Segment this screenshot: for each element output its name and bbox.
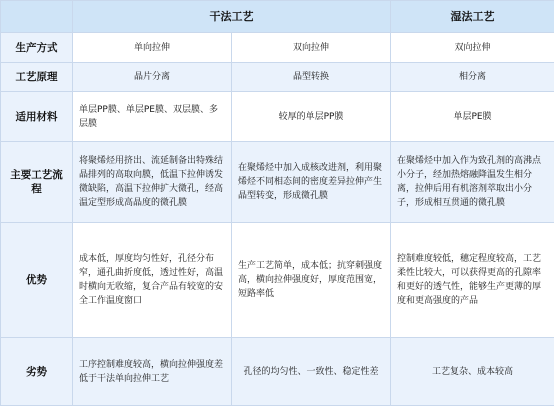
row-label: 工艺原理 <box>1 63 73 92</box>
table-row-process-flow <box>1 142 554 223</box>
cell-wet: 在聚烯烃中加入作为致孔剂的高沸点小分子，经加热熔融降温发生相分离，拉伸后用有机溶剂萃取出小分子，形成相互贯通的微孔膜 <box>391 142 554 223</box>
table-row-production-method <box>1 33 554 63</box>
cell-wet: 控制难度较低，穗定程度较高，工艺柔性比较大，可以获得更高的孔隙率和更好的透气性，能够生产更薄的厚度和更高强度的产品 <box>391 223 554 338</box>
table-row-disadvantages <box>1 338 554 406</box>
header-corner <box>1 1 73 33</box>
cell-dry-biaxial: 较厚的单层PP膜 <box>232 92 391 142</box>
header-dry-process: 干法工艺 <box>73 1 391 33</box>
cell-dry-uniaxial: 晶片分离 <box>73 63 232 92</box>
row-label: 劣势 <box>1 338 73 406</box>
table-row-materials <box>1 92 554 142</box>
header-wet-process: 湿法工艺 <box>391 1 554 33</box>
cell-dry-biaxial: 晶型转换 <box>232 63 391 92</box>
table-row-principle <box>1 63 554 92</box>
cell-dry-biaxial: 生产工艺简单，成本低；抗穿刺强度高，横向拉伸强度好，厚度范围宽，短路率低 <box>232 223 391 338</box>
cell-wet: 相分离 <box>391 63 554 92</box>
row-label: 优势 <box>1 223 73 338</box>
row-label: 生产方式 <box>1 33 73 63</box>
cell-dry-uniaxial: 成本低，厚度均匀性好，孔径分布窄，通孔曲折度低，透过性好，高温时横向无收缩，复合产品有较宽的安全工作温度窗口 <box>73 223 232 338</box>
cell-wet: 工艺复杂、成本较高 <box>391 338 554 406</box>
cell-wet: 双向拉伸 <box>391 33 554 63</box>
cell-dry-biaxial: 孔径的均匀性、一致性、稳定性差 <box>232 338 391 406</box>
table-row-advantages <box>1 223 554 338</box>
cell-dry-uniaxial: 工序控制难度较高，横向拉伸强度差低于干法单向拉伸工艺 <box>73 338 232 406</box>
cell-dry-uniaxial: 单向拉伸 <box>73 33 232 63</box>
header-row <box>1 1 554 33</box>
cell-wet: 单层PE膜 <box>391 92 554 142</box>
row-label: 主要工艺流程 <box>1 142 73 223</box>
cell-dry-biaxial: 双向拉伸 <box>232 33 391 63</box>
cell-dry-biaxial: 在聚烯烃中加入成核改进剂，利用聚烯烃不同相态间的密度差异拉伸产生晶型转变，形成微孔膜 <box>232 142 391 223</box>
row-label: 适用材料 <box>1 92 73 142</box>
cell-dry-uniaxial: 将聚烯烃用挤出、流延制备出特殊结晶排列的高取向膜，低温下拉伸诱发微缺陷，高温下拉伸扩大微孔，经高温定型形成高晶度的微孔膜 <box>73 142 232 223</box>
cell-dry-uniaxial: 单层PP膜、单层PE膜、双层膜、多层膜 <box>73 92 232 142</box>
